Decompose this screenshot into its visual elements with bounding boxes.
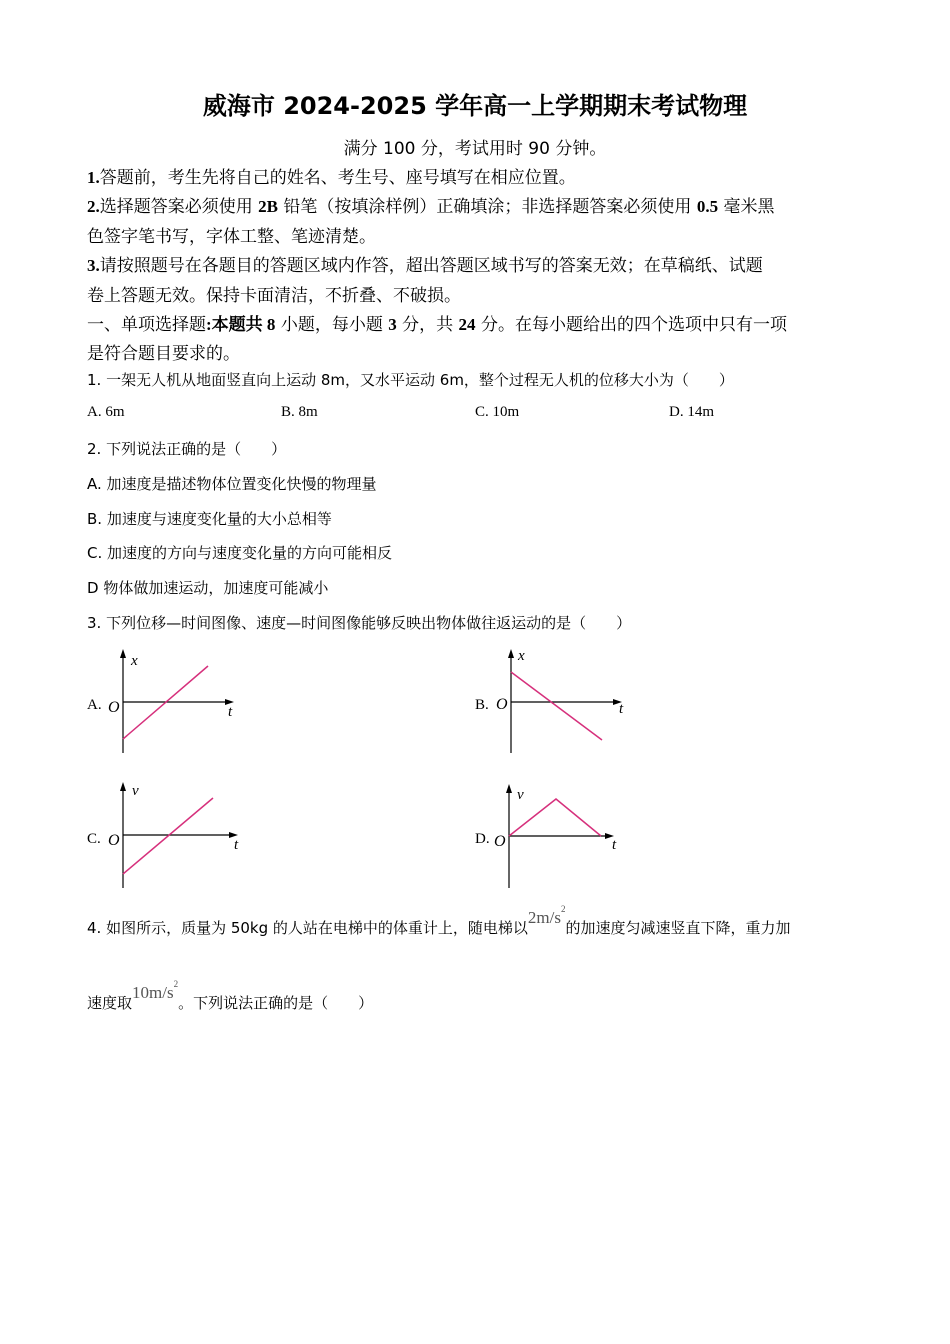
- graph-c-y-label: v: [132, 783, 139, 799]
- exam-subtitle: 满分 100 分，考试用时 90 分钟。: [343, 139, 607, 159]
- q3-graph-a[interactable]: [100, 645, 250, 755]
- instruction-1: 1.答题前，考生先将自己的姓名、考生号、座号填写在相应位置。: [87, 168, 576, 188]
- question-4-stem-line1: 4. 如图所示，质量为 50kg 的人站在电梯中的体重计上，随电梯以$2m/s^2$的加速度匀减速竖直下降，重力加: [87, 904, 791, 937]
- q2-option-c[interactable]: C. 加速度的方向与速度变化量的方向可能相反: [87, 544, 393, 562]
- q1-option-b[interactable]: B. 8m: [281, 404, 318, 420]
- q3-graph-b[interactable]: [490, 645, 640, 755]
- question-4-stem-line2: 速度取$10m/s^2$。下列说法正确的是（ ）: [87, 979, 374, 1012]
- q2-option-b[interactable]: B. 加速度与速度变化量的大小总相等: [87, 510, 332, 528]
- q2-option-d[interactable]: D 物体做加速运动，加速度可能减小: [87, 579, 329, 597]
- instruction-3: 3.请按照题号在各题目的答题区域内作答，超出答题区域书写的答案无效；在草稿纸、试题: [87, 256, 763, 276]
- graph-a-y-arrow: [120, 649, 126, 658]
- graph-d-origin: O: [494, 833, 506, 850]
- graph-b-line: [511, 672, 602, 740]
- graph-b-y-label: x: [518, 648, 525, 664]
- instruction-2: 2.选择题答案必须使用 2B 铅笔（按填涂样例）正确填涂；非选择题答案必须使用 0.5 毫米黑: [87, 197, 775, 217]
- graph-d-line: [509, 799, 601, 836]
- instruction-3-cont: 卷上答题无效。保持卡面清洁，不折叠、不破损。: [87, 286, 461, 306]
- q1-option-d[interactable]: D. 14m: [669, 404, 714, 420]
- graph-d-y-label: v: [517, 787, 524, 803]
- accel-value: $2m/s^2$: [527, 904, 566, 927]
- graph-d-y-arrow: [506, 784, 512, 793]
- q3-option-b-label[interactable]: B.: [475, 697, 489, 713]
- q1-option-c[interactable]: C. 10m: [475, 404, 520, 420]
- question-2-stem: 2. 下列说法正确的是（ ）: [87, 440, 287, 458]
- q2-option-a[interactable]: A. 加速度是描述物体位置变化快慢的物理量: [87, 475, 377, 493]
- graph-b-y-arrow: [508, 649, 514, 658]
- graph-a-origin: O: [108, 699, 120, 716]
- graph-b-x-label: t: [619, 701, 624, 717]
- graph-c-origin: O: [108, 832, 120, 849]
- section-heading: 一、单项选择题:本题共 8 小题，每小题 3 分，共 24 分。在每小题给出的四个选项中只有一项: [87, 315, 787, 335]
- question-3-stem: 3. 下列位移—时间图像、速度—时间图像能够反映出物体做往返运动的是（ ）: [87, 614, 632, 632]
- graph-b-origin: O: [496, 696, 508, 713]
- graph-a-y-label: x: [131, 653, 138, 669]
- graph-a-x-label: t: [228, 704, 233, 720]
- instruction-2-cont: 色签字笔书写，字体工整、笔迹清楚。: [87, 227, 376, 247]
- gravity-value: $10m/s^2$: [132, 979, 179, 1002]
- graph-c-y-arrow: [120, 782, 126, 791]
- q3-option-c-label[interactable]: C.: [87, 831, 101, 847]
- exam-title: 威海市 2024-2025 学年高一上学期期末考试物理: [202, 92, 748, 120]
- graph-c-x-label: t: [234, 837, 239, 853]
- q3-graph-d[interactable]: [490, 778, 640, 890]
- q3-option-a-label[interactable]: A.: [87, 697, 102, 713]
- graph-d-x-label: t: [612, 837, 617, 853]
- q3-option-d-label[interactable]: D.: [475, 831, 490, 847]
- q3-graph-c[interactable]: [100, 778, 250, 890]
- graph-c-line: [123, 798, 213, 874]
- section-heading-cont: 是符合题目要求的。: [87, 344, 240, 364]
- question-1-stem: 1. 一架无人机从地面竖直向上运动 8m，又水平运动 6m，整个过程无人机的位移大小为（ ）: [87, 371, 734, 389]
- q1-option-a[interactable]: A. 6m: [87, 404, 125, 420]
